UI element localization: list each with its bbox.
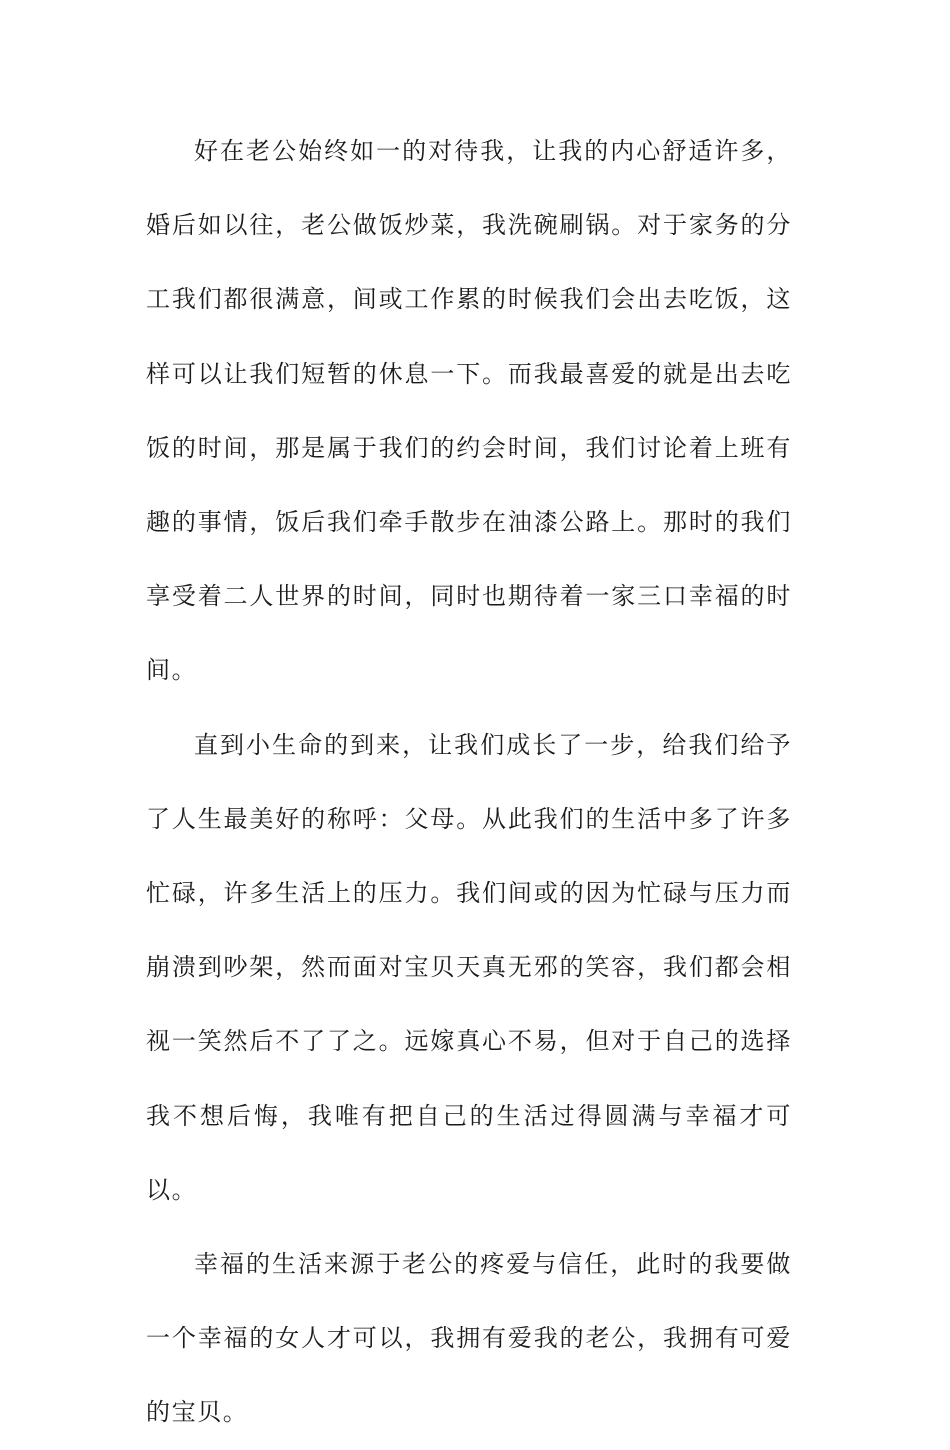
document-body — [146, 114, 792, 1450]
paragraph-3: 幸福的生活来源于老公的疼爱与信任，此时的我要做一个幸福的女人才可以，我拥有爱我的老公，我拥有可爱的宝贝。 — [146, 1250, 792, 1427]
paragraph-2: 直到小生命的到来，让我们成长了一步，给我们给予了人生最美好的称呼：父母。从此我们的生活中多了许多忙碌，许多生活上的压力。我们间或的因为忙碌与压力而崩溃到吵架，然而面对宝贝天真无邪的笑容，我们都会相视一笑然后不了了之。远嫁真心不易，但对于自己的选择我不想后悔，我唯有把自己的生活过得圆满与幸福才可以。 — [146, 730, 792, 1204]
paragraph-1: 好在老公始终如一的对待我，让我的内心舒适许多，婚后如以往，老公做饭炒菜，我洗碗刷锅。对于家务的分工我们都很满意，间或工作累的时候我们会出去吃饭，这样可以让我们短暂的休息一下。而我最喜爱的就是出去吃饭的时间，那是属于我们的约会时间，我们讨论着上班有趣的事情，饭后我们牵手散步在油漆公路上。那时的我们享受着二人世界的时间，同时也期待着一家三口幸福的时间。 — [146, 137, 792, 685]
